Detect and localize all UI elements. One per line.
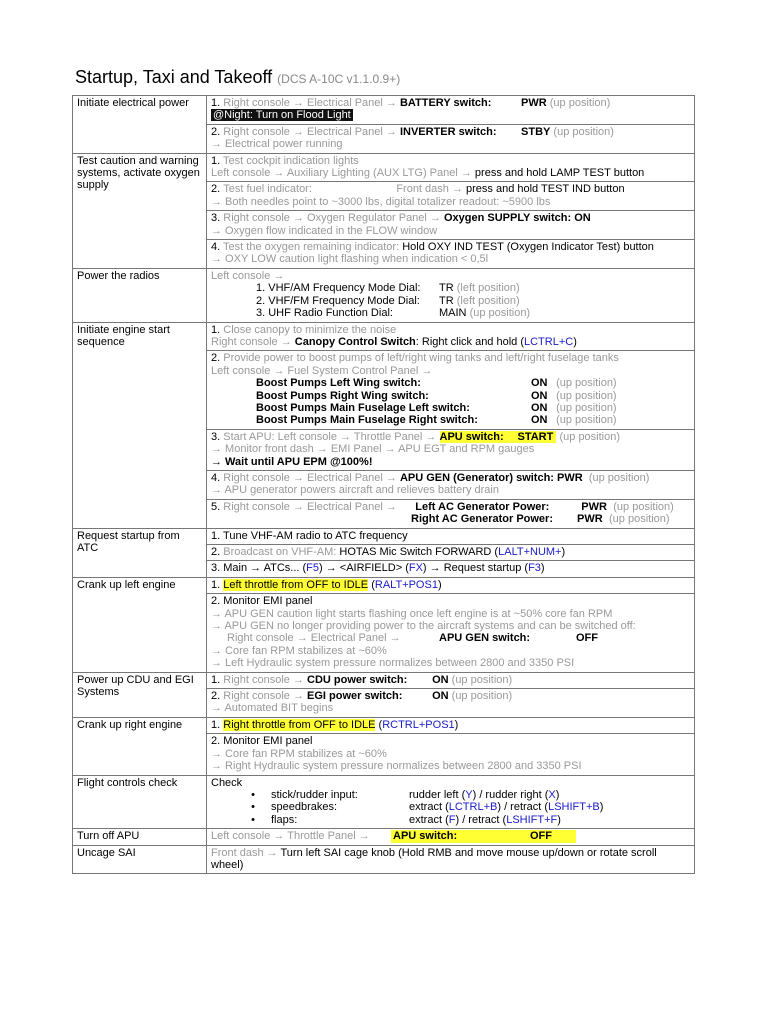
apu-off-highlight: APU switch: OFF — [391, 830, 576, 842]
task-cell: Turn off APU — [73, 829, 207, 845]
task-cell: Flight controls check — [73, 775, 207, 829]
task-cell: Uncage SAI — [73, 845, 207, 874]
task-cell: Initiate electrical power — [73, 96, 207, 154]
step-cell: 1. Left throttle from OFF to IDLE (RALT+POS1) — [207, 577, 695, 593]
step-cell: Check • stick/rudder input: rudder left ( Y ) / rudder right ( X ) • speedbrakes: extract ( LCTRL+B ) / retract ( LSHIFT+B ) • flaps: extract ( F ) / retract ( LSHIFT+F ) — [207, 775, 695, 829]
step-cell: 3. Start APU: Left console → Throttle Panel → APU switch: START (up position) → Monitor front dash → EMI Panel → APU EGT and RPM gauges → Wait until APU EPM @100%! — [207, 429, 695, 470]
task-cell: Request startup from ATC — [73, 528, 207, 577]
step-cell: 3. Main → ATCs... (F5) → <AIRFIELD> (FX) → Request startup (F3) — [207, 561, 695, 577]
table-row — [73, 96, 695, 125]
step-cell: 2. Broadcast on VHF-AM: HOTAS Mic Switch FORWARD (LALT+NUM+) — [207, 545, 695, 561]
list-item: • stick/rudder input: rudder left ( Y ) / rudder right ( X ) — [251, 788, 560, 801]
step-cell: 2. Monitor EMI panel → Core fan RPM stabilizes at ~60% → Right Hydraulic system pressure normalizes between 2800 and 3350 PSI — [207, 734, 695, 775]
check-list — [211, 789, 691, 826]
step-cell: 1. Close canopy to minimize the noise Right console → Canopy Control Switch: Right click and hold (LCTRL+C) — [207, 322, 695, 351]
step-cell: 2. Test fuel indicator: Front dash → press and hold TEST IND button → Both needles point to ~3000 lbs, digital totalizer readout: ~5900 lbs — [207, 182, 695, 211]
table-row — [73, 577, 695, 593]
table-row — [73, 845, 695, 874]
table-row — [73, 717, 695, 733]
step-cell: Left console → 1. VHF/AM Frequency Mode Dial: TR (left position) 2. VHF/FM Frequency Mode Dial: TR (left position) 3. UHF Radio Function Dial: MAIN (up position) — [207, 268, 695, 322]
step-cell: Front dash → Turn left SAI cage knob (Hold RMB and move mouse up/down or rotate scroll wheel) — [207, 845, 695, 874]
table-row — [73, 775, 695, 829]
apu-switch-highlight: APU switch: START — [440, 431, 557, 443]
title-main: Startup, Taxi and Takeoff — [75, 67, 273, 87]
table-row — [73, 672, 695, 688]
step-cell: 5. Right console → Electrical Panel → Left AC Generator Power: PWR (up position) Right AC Generator Power: PWR (up position) — [207, 499, 695, 528]
list-item: • speedbrakes: extract ( LCTRL+B ) / retract ( LSHIFT+B ) — [251, 801, 604, 814]
table-row — [73, 829, 695, 845]
step-cell: 4. Test the oxygen remaining indicator: Hold OXY IND TEST (Oxygen Indicator Test) button → OXY LOW caution light flashing when indication < 0,5l — [207, 240, 695, 269]
step-cell: 1. Test cockpit indication lights Left console → Auxiliary Lighting (AUX LTG) Panel → press and hold LAMP TEST button — [207, 153, 695, 182]
step-cell: 1. Right console → CDU power switch: ON (up position) — [207, 672, 695, 688]
task-cell: Initiate engine start sequence — [73, 322, 207, 528]
step-cell: 2. Right console → EGI power switch: ON (up position) → Automated BIT begins — [207, 689, 695, 718]
step-cell: 2. Right console → Electrical Panel → INVERTER switch: STBY (up position) → Electrical power running — [207, 124, 695, 153]
step-cell: 3. Right console → Oxygen Regulator Panel → Oxygen SUPPLY switch: ON → Oxygen flow indicated in the FLOW window — [207, 211, 695, 240]
page-title — [75, 67, 400, 88]
step-cell: 2. Monitor EMI panel → APU GEN caution light starts flashing once left engine is at ~50% core fan RPM → APU GEN no longer providing power to the aircraft systems and can be switched off: Right console → Electrical Panel → APU GEN switch: OFF → Core fan RPM stabilizes at ~60% → Left Hydraulic system pressure normalizes between 2800 and 3350 PSI — [207, 594, 695, 672]
task-cell: Power up CDU and EGI Systems — [73, 672, 207, 717]
table-row — [73, 268, 695, 322]
night-note: @Night: Turn on Flood Light — [213, 109, 351, 122]
table-row — [73, 528, 695, 544]
task-cell: Crank up right engine — [73, 717, 207, 775]
task-cell: Test caution and warning systems, activate oxygen supply — [73, 153, 207, 268]
step-cell: 1. Right throttle from OFF to IDLE (RCTRL+POS1) — [207, 717, 695, 733]
step-cell: 1. Right console → Electrical Panel → BATTERY switch: PWR (up position) @Night: Turn on Flood Light — [207, 96, 695, 125]
step-cell: 4. Right console → Electrical Panel → APU GEN (Generator) switch: PWR (up position) → APU generator powers aircraft and relieves battery drain — [207, 470, 695, 499]
table-row — [73, 322, 695, 351]
step-cell: 1. Tune VHF-AM radio to ATC frequency — [207, 528, 695, 544]
title-version: (DCS A-10C v1.1.0.9+) — [277, 72, 401, 86]
task-cell: Crank up left engine — [73, 577, 207, 672]
task-cell: Power the radios — [73, 268, 207, 322]
step-cell: 2. Provide power to boost pumps of left/right wing tanks and left/right fuselage tanks Left console → Fuel System Control Panel → Boost Pumps Left Wing switch: ON (up position) Boost Pumps Right Wing switch: ON (up position) Boost Pumps Main Fuselage Left switch: ON (up position) Boost Pumps Main Fuselage Right switch: ON (up position) — [207, 351, 695, 429]
step-cell: Left console → Throttle Panel → APU switch: OFF — [207, 829, 695, 845]
checklist-table — [72, 95, 695, 874]
table-row — [73, 153, 695, 182]
list-item: • flaps: extract ( F ) / retract ( LSHIFT+F ) — [251, 813, 561, 826]
